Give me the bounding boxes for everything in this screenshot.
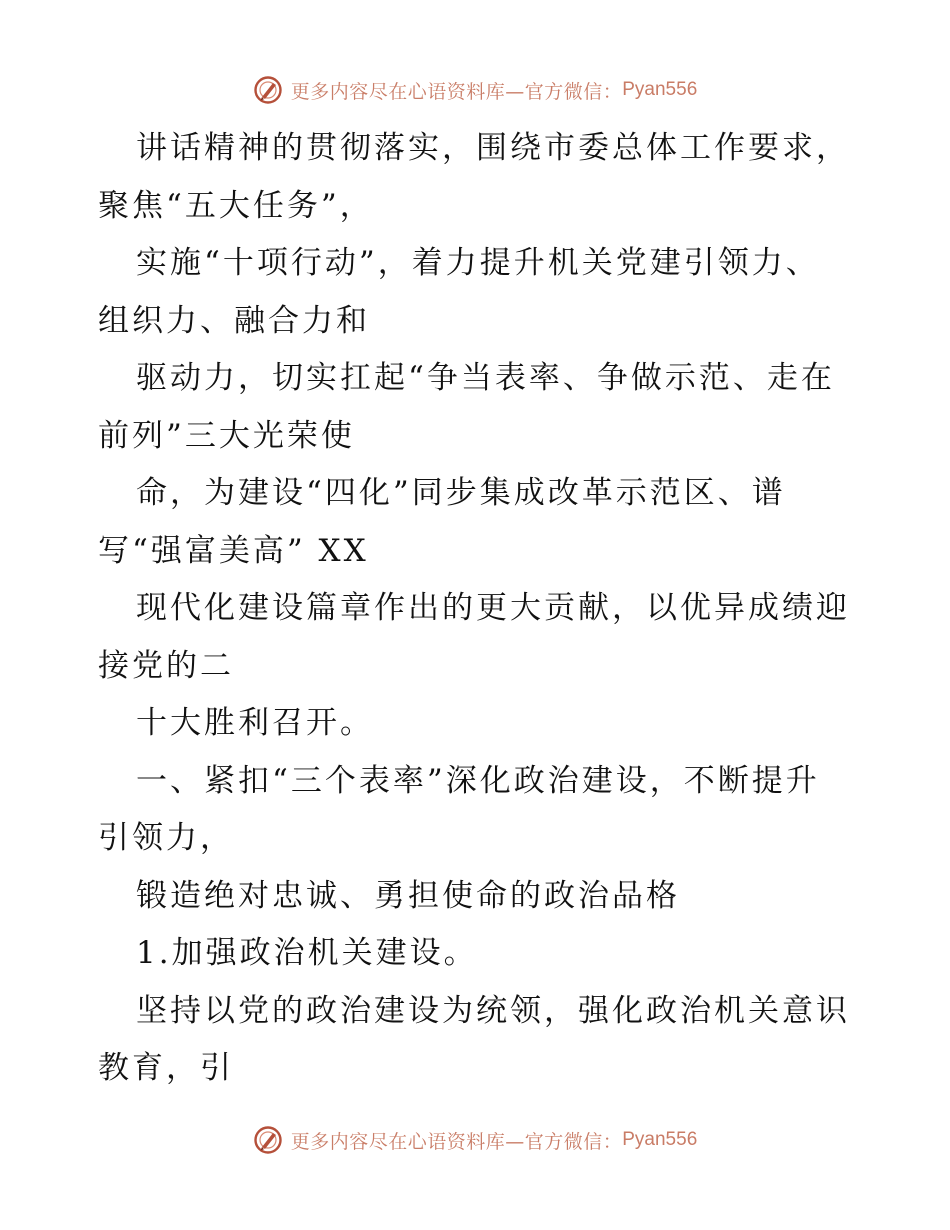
watermark-id: Pyan556 [622,1129,698,1150]
text-line: 写“强富美高” XX [98,532,369,569]
watermark-text: 更多内容尽在心语资料库—官方微信： [290,1130,623,1153]
text-line: 聚焦“五大任务”， [98,187,374,224]
text-line: 接党的二 [98,647,234,684]
text-line: 一、紧扣“三个表率”深化政治建设，不断提升 [136,762,820,799]
text-line: 坚持以党的政治建设为统领，强化政治机关意识 [136,992,850,1029]
text-line: 实施“十项行动”，着力提升机关党建引领力、 [136,245,820,281]
pen-logo-icon [253,1125,283,1155]
text-line: 驱动力，切实扛起“争当表率、争做示范、走在 [136,360,835,396]
text-line: 讲话精神的贯彻落实，围绕市委总体工作要求， [136,130,850,166]
watermark-id: Pyan556 [622,79,698,100]
text-line: 教育，引 [98,1050,234,1086]
text-line: 前列”三大光荣使 [98,417,355,454]
text-line: 现代化建设篇章作出的更大贡献，以优异成绩迎 [136,590,850,626]
header-watermark [0,70,950,110]
watermark-text: 更多内容尽在心语资料库—官方微信： [290,80,623,103]
text-line: 锻造绝对忠诚、勇担使命的政治品格 [136,877,680,914]
text-line: 十大胜利召开。 [136,705,374,741]
footer-watermark [0,1120,950,1160]
text-line: 引领力， [98,820,234,856]
document-body [98,120,868,1098]
pen-logo-icon [253,75,283,105]
text-line: 命，为建设“四化”同步集成改革示范区、谱 [136,475,786,511]
text-line: 1.加强政治机关建设。 [136,935,478,971]
text-line: 组织力、融合力和 [98,302,370,339]
